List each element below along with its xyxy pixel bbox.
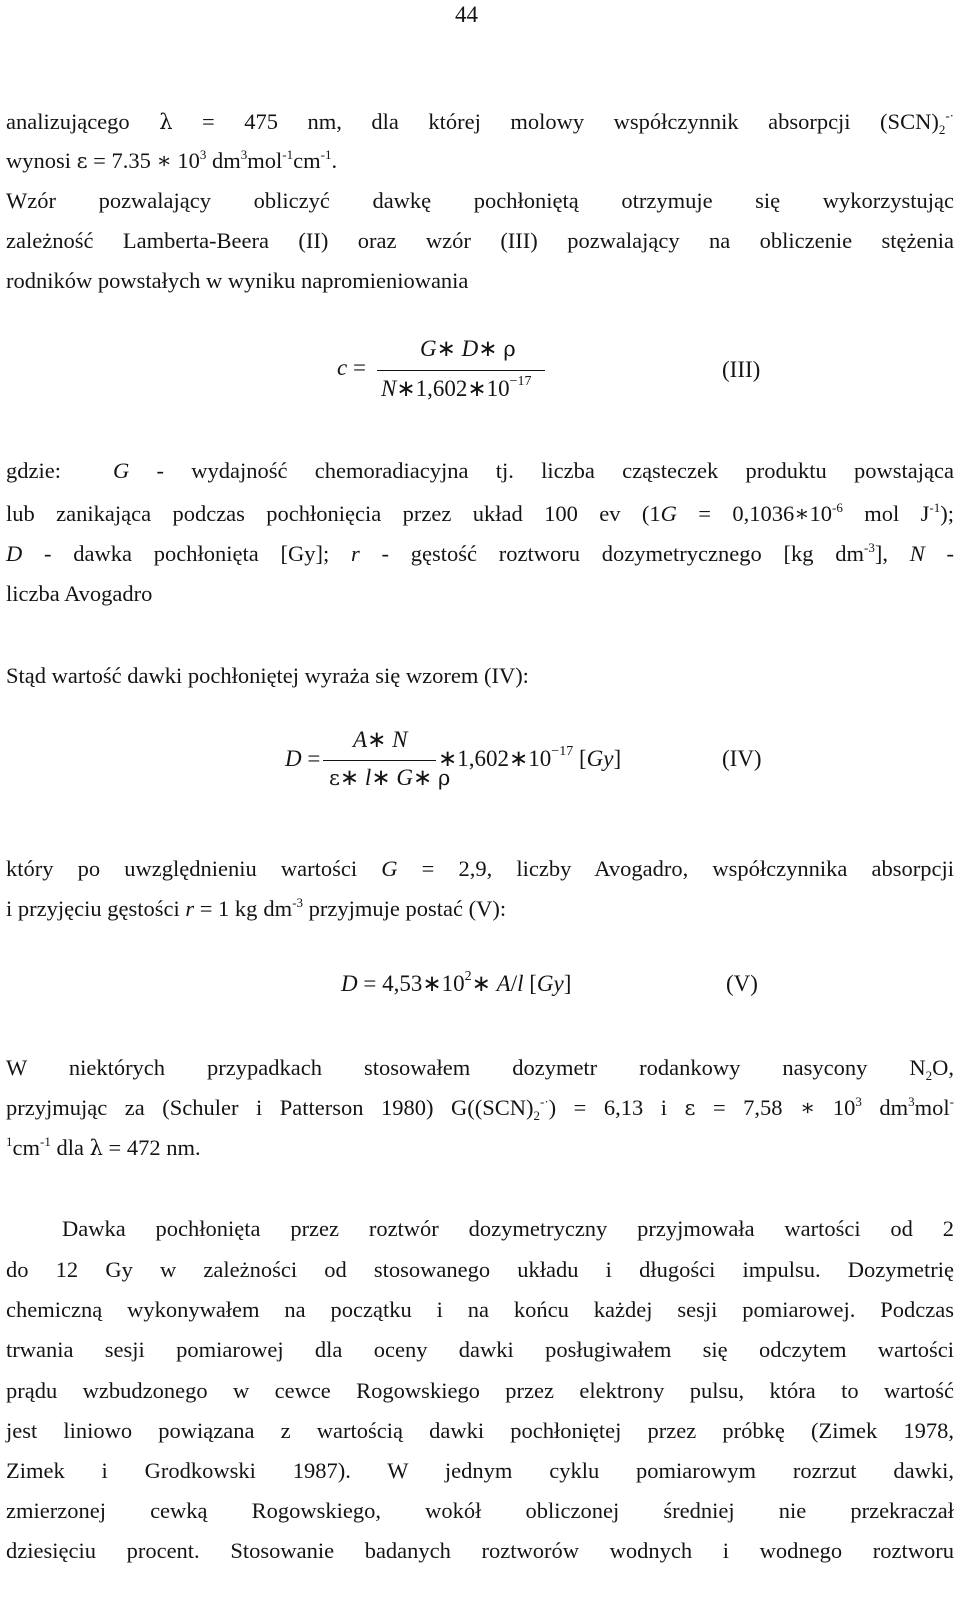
text-line: przyjmując za (Schuler i Patterson 1980) $G((SCN)_2^{-\cdot}) = 6,13$ i ε = 7,58 ∗ $10^3$ $dm^3mol^-$ [6,1094,954,1123]
text-line: Wzór pozwalający obliczyć dawkę pochłoniętą otrzymuje się wykorzystując [6,188,954,213]
text-line: Zimek i Grodkowski 1987). W jednym cyklu pomiarowym rozrzut dawki, [6,1458,954,1483]
text-line: zmierzonej cewką Rogowskiego, wokół obliczonej średniej nie przekraczał [6,1498,954,1523]
text-line: liczba Avogadro [6,581,153,606]
text-line: który po uwzględnieniu wartości G = 2,9, liczby Avogadro, współczynnika absorpcji [6,856,954,881]
text-line: lub zanikająca podczas pochłonięcia przez układ 100 ev ($1G = 0,1036∗10^{-6}$ mol $J^{-1}$); [6,500,954,526]
text-line: W niektórych przypadkach stosowałem dozymetr rodankowy nasycony $N_2O$, [6,1055,954,1083]
page-number: 44 [455,2,478,27]
text-line: trwania sesji pomiarowej dla oceny dawki posługiwałem się odczytem wartości [6,1337,954,1362]
equation-label: (III) [722,357,761,382]
equation-label: (IV) [722,746,762,771]
text-line: zależność Lamberta-Beera (II) oraz wzór (III) pozwalający na obliczenie stężenia [6,228,954,253]
text-line: chemiczną wykonywałem na początku i na końcu każdej sesji pomiarowej. Podczas [6,1297,954,1322]
text-line: Stąd wartość dawki pochłoniętej wyraża się wzorem (IV): [6,663,529,688]
text-line: gdzie: G - wydajność chemoradiacyjna tj. liczba cząsteczek produktu powstająca [6,458,954,483]
text-line: analizującego λ = 475 nm, dla której molowy współczynnik absorpcji $(SCN)_2^{-\cdot}$ [6,108,954,137]
text-line: D - dawka pochłonięta [Gy]; r - gęstość roztworu dozymetrycznego [kg $dm^{-3}$], N - [6,540,954,566]
text-line: prądu wzbudzonego w cewce Rogowskiego przez elektrony pulsu, która to wartość [6,1378,954,1403]
equation-label: (V) [726,971,758,996]
text-line: $^1cm^{-1}$ dla λ = 472 nm. [6,1134,201,1160]
text-line: rodników powstałych w wyniku napromieniowania [6,268,469,293]
text-line: i przyjęciu gęstości r = 1 kg $dm^{-3}$ przyjmuje postać (V): [6,895,507,921]
text-line: Dawka pochłonięta przez roztwór dozymetryczny przyjmowała wartości od 2 [62,1216,954,1241]
text-line: dziesięciu procent. Stosowanie badanych roztworów wodnych i wodnego roztworu [6,1538,954,1563]
text-line: do 12 Gy w zależności od stosowanego układu i długości impulsu. Dozymetrię [6,1257,954,1282]
text-line: wynosi ε = 7.35 ∗ $10^3$ $dm^3mol^{-1}cm^{-1}$. [6,147,338,173]
text-line: jest liniowo powiązana z wartością dawki pochłoniętej przez próbkę (Zimek 1978, [6,1418,954,1443]
